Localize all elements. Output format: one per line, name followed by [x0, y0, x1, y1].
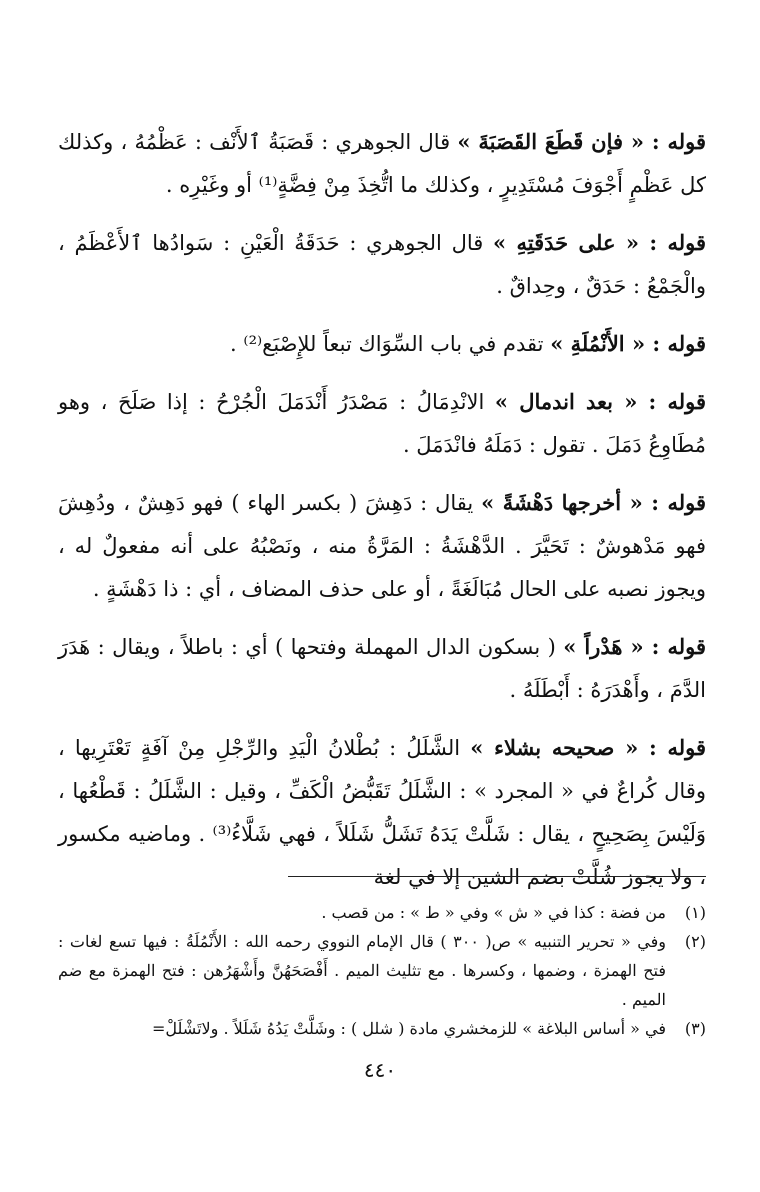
paragraph-hadaqa [58, 221, 706, 308]
paragraph-hadar [58, 625, 706, 712]
paragraph-lead: قوله : « على حَدَقَتِهِ » [493, 230, 706, 255]
paragraph-qasaba [58, 120, 706, 207]
paragraph-lead: قوله : « بعد اندمال » [494, 389, 706, 414]
footnote-number: (١) [684, 903, 706, 922]
paragraph-dahsha [58, 481, 706, 611]
paragraph-body: قال الجوهري : قَصَبَةُ ٱلأَنْف : عَظْمُهُ ، وكذلك كل عَظْمٍ أَجْوَفَ مُسْتَدِيرٍ ، وكذلك ما اتُّخِذَ مِنْ فِضَّةٍ⁽¹⁾ أو وغَيْرِه . [58, 130, 706, 197]
paragraph-lead: قوله : « هَدْراً » [563, 634, 706, 659]
paragraph-anmula [58, 322, 706, 366]
paragraph-body: يقال : دَهِشَ ( بكسر الهاء ) فهو دَهِشٌ ، ودُهِشَ فهو مَدْهوشٌ : تَحَيَّرَ . الدَّهْشَةُ : المَرَّةُ منه ، ونَصْبُهُ على أنه مفعولٌ له ، ويجوز نصبه على الحال مُبَالَغَةً ، أو على حذف المضاف ، أي : ذا دَهْشَةٍ . [58, 491, 706, 601]
footnote-number: (٣) [684, 1019, 706, 1038]
footnote-item [58, 1014, 706, 1043]
paragraph-indimal [58, 380, 706, 467]
paragraph-shalal [58, 726, 706, 899]
footnote-item [58, 898, 706, 927]
footnote-text: وفي « تحرير التنبيه » ص( ٣٠٠ ) قال الإمام النووي رحمه الله : الأَنْمُلَةُ : فيها تسع لغات : فتح الهمزة ، وضمها ، وكسرها . مع تثليث الميم . أَفْصَحَهُنَّ وأَشْهَرُهن : فتح الهمزة مع ضم الميم . [58, 932, 666, 1009]
paragraph-lead: قوله : « صحيحه بشلاء » [470, 735, 707, 760]
footnote-number: (٢) [684, 932, 706, 951]
paragraph-body: الشَّلَلُ : بُطْلانُ الْيَدِ والرِّجْلِ مِنْ آفَةٍ تَعْتَرِيها ، وقال كُراعٌ في « المجرد » : الشَّلَلُ تَقَبُّضُ الْكَفِّ ، وقيل : الشَّلَلُ : قَطْعُها ، وَلَيْسَ بِصَحِيحٍ ، يقال : شَلَّتْ يَدَهُ تَشَلُّ شَلَلاً ، فهي شَلَّاءُ⁽³⁾ . وماضيه مكسور ، ولا يجوز شُلَّتْ بضم الشين إلا في لغة [58, 736, 706, 889]
paragraph-body: ( بسكون الدال المهملة وفتحها ) أي : باطلاً ، ويقال : هَدَرَ الدَّمَ ، وأَهْدَرَهُ : أَبْطَلَهُ . [58, 635, 706, 702]
footnote-text: من فضة : كذا في « ش » وفي « ط » : من قصب . [321, 903, 666, 922]
page-number: ٤٤٠ [363, 1058, 397, 1082]
footnote-divider [288, 876, 706, 877]
footnote-item [58, 927, 706, 1014]
paragraph-lead: قوله : « الأَنْمُلَةِ » [550, 331, 706, 356]
paragraph-body: قال الجوهري : حَدَقَةُ الْعَيْنِ : سَوادُها ٱلأَعْظَمُ ، والْجَمْعُ : حَدَقٌ ، وحِداقٌ . [58, 231, 706, 298]
paragraph-lead: قوله : « أخرجها دَهْشَةً » [481, 490, 707, 515]
paragraph-lead: قوله : « فإن قَطَعَ القَصَبَةَ » [457, 129, 706, 154]
footnotes [58, 898, 706, 1043]
footnote-text: في « أساس البلاغة » للزمخشري مادة ( شلل ) : وشَلَّتْ يَدُهُ شَلَلاً . ولاتَشْلَلْ= [151, 1019, 666, 1038]
main-text [58, 120, 706, 913]
paragraph-body: الانْدِمَالُ : مَصْدَرُ أَنْدَمَلَ الْجُرْحُ : إذا صَلَحَ ، وهو مُطَاوِعُ دَمَلَ . تقول : دَمَلَهُ فانْدَمَلَ . [58, 390, 706, 457]
paragraph-body: تقدم في باب السِّوَاك تبعاً للإِصْبَع⁽²⁾ . [230, 332, 551, 356]
